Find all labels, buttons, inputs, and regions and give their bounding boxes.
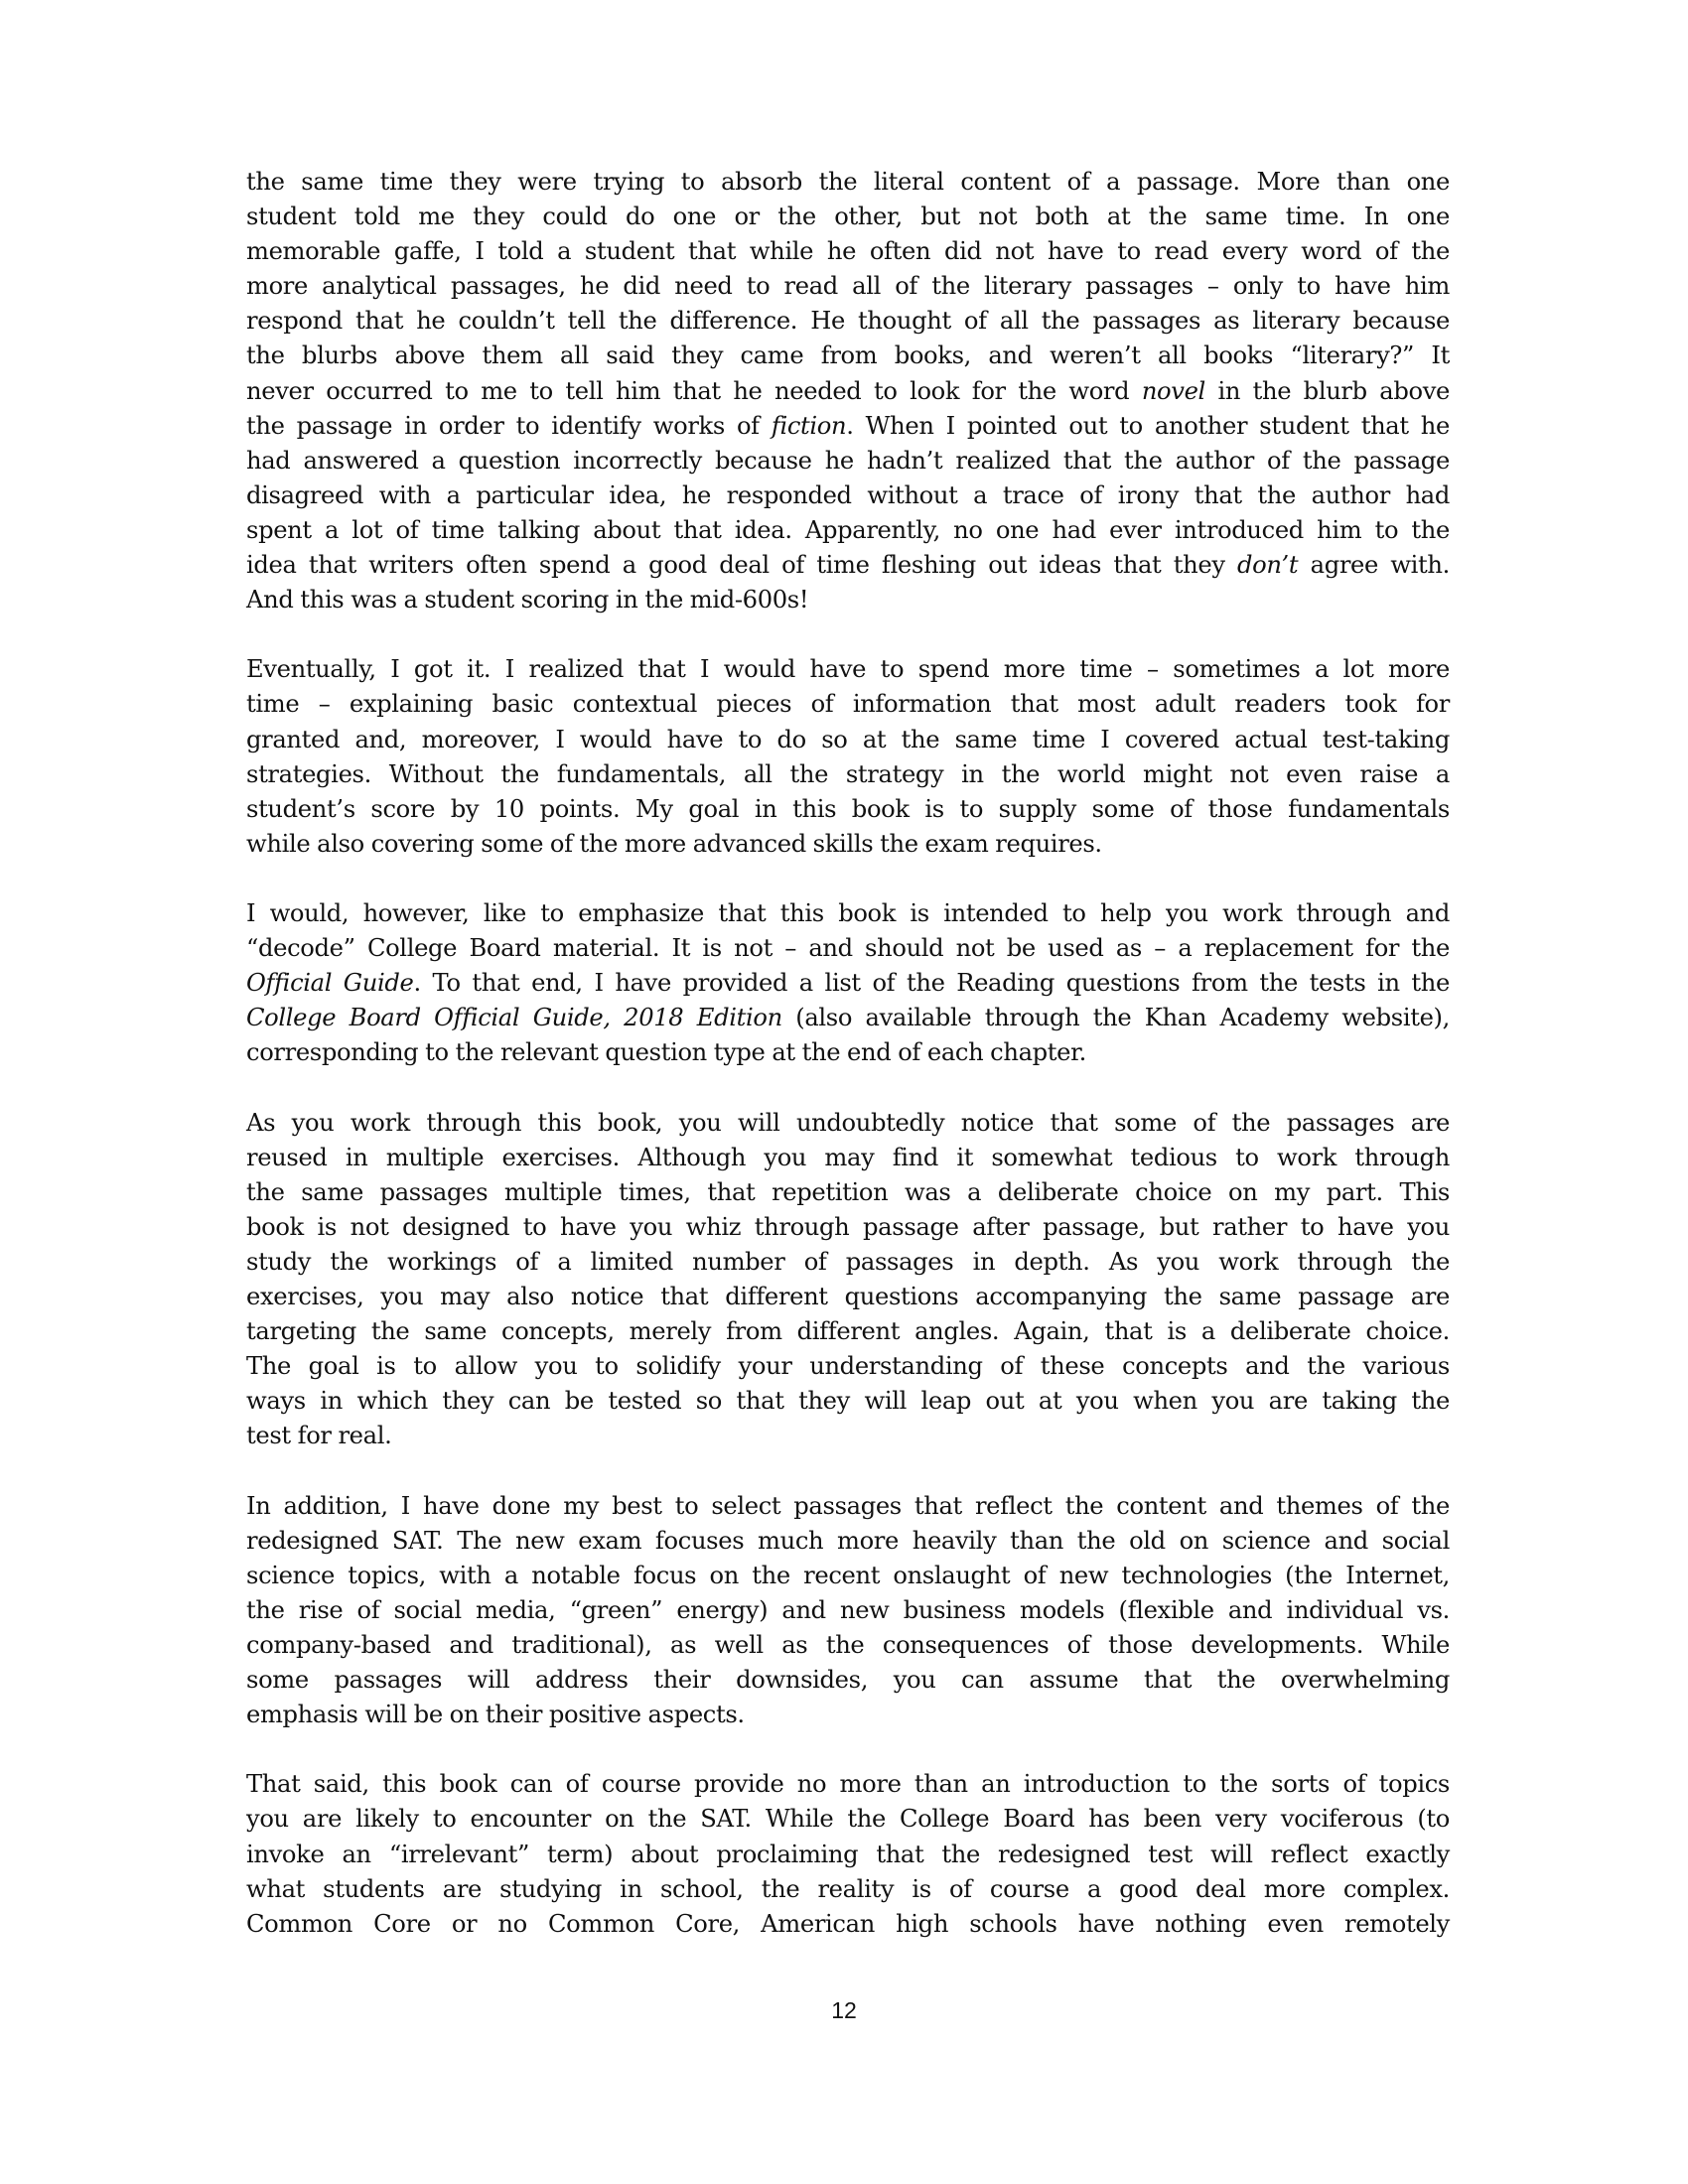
- text-run: . When I pointed out to another student that he: [846, 411, 1450, 440]
- text-line: [246, 583, 1450, 617]
- paragraph: [246, 652, 1450, 862]
- text-line: [246, 1141, 1450, 1175]
- paragraph: [246, 1767, 1450, 1941]
- text-line: [246, 896, 1450, 931]
- text-run: some passages will address their downsides, you can assume that the overwhelming: [246, 1666, 1450, 1695]
- text-line: [246, 1767, 1450, 1802]
- text-run: had answered a question incorrectly because he hadn’t realized that the author of the passage: [246, 446, 1450, 475]
- text-run: exercises, you may also notice that different questions accompanying the same passage are: [246, 1283, 1450, 1310]
- text-line: [246, 269, 1450, 304]
- text-line: [246, 1663, 1450, 1698]
- text-line: [246, 478, 1450, 513]
- text-line: [246, 1872, 1450, 1907]
- text-run: That said, this book can of course provide no more than an introduction to the sorts of topics: [246, 1770, 1450, 1799]
- paragraph: [246, 165, 1450, 617]
- text-run: Common Core or no Common Core, American high schools have nothing even remotely: [246, 1909, 1450, 1938]
- italic-text: don’t: [1236, 551, 1299, 580]
- text-run: spent a lot of time talking about that idea. Apparently, no one had ever introduced him to the: [246, 515, 1450, 544]
- text-run: In addition, I have done my best to select passages that reflect the content and themes of the: [246, 1491, 1450, 1520]
- text-line: [246, 723, 1450, 757]
- body-text: [246, 165, 1450, 1977]
- text-line: [246, 792, 1450, 827]
- text-run: “decode” College Board material. It is not – and should not be used as – a replacement for the: [246, 934, 1450, 963]
- text-line: [246, 1349, 1450, 1384]
- text-line: [246, 1175, 1450, 1210]
- text-run: memorable gaffe, I told a student that while he often did not have to read every word of the: [246, 237, 1450, 266]
- text-run: the passage in order to identify works of: [246, 411, 772, 440]
- text-run: invoke an “irrelevant” term) about proclaiming that the redesigned test will reflect exactly: [246, 1840, 1450, 1868]
- text-run: redesigned SAT. The new exam focuses much more heavily than the old on science and social: [246, 1526, 1450, 1555]
- text-run: strategies. Without the fundamentals, all the strategy in the world might not even raise a: [246, 759, 1450, 788]
- text-run: company-based and traditional), as well as the consequences of those developments. While: [246, 1630, 1450, 1659]
- text-run: the same time they were trying to absorb the literal content of a passage. More than one: [246, 168, 1450, 196]
- text-line: [246, 374, 1450, 409]
- text-line: [246, 409, 1450, 444]
- text-run: reused in multiple exercises. Although you may find it somewhat tedious to work through: [246, 1143, 1450, 1171]
- text-run: agree with.: [1298, 551, 1450, 580]
- text-line: [246, 1907, 1450, 1942]
- text-line: [246, 548, 1450, 583]
- text-run: . To that end, I have provided a list of the Reading questions from the tests in the: [413, 969, 1450, 998]
- page-number: 12: [831, 1997, 857, 2023]
- text-run: student’s score by 10 points. My goal in this book is to supply some of those fundamentals: [246, 794, 1450, 823]
- text-run: And this was a student scoring in the mid-600s!: [246, 586, 809, 614]
- text-run: emphasis will be on their positive aspects.: [246, 1701, 745, 1729]
- text-line: [246, 444, 1450, 478]
- text-run: science topics, with a notable focus on the recent onslaught of new technologies (the Internet,: [246, 1561, 1450, 1589]
- text-run: more analytical passages, he did need to read all of the literary passages – only to have him: [246, 272, 1450, 301]
- text-line: [246, 1559, 1450, 1593]
- text-line: [246, 1593, 1450, 1628]
- text-line: [246, 1245, 1450, 1280]
- text-line: [246, 165, 1450, 200]
- text-line: [246, 966, 1450, 1001]
- text-line: [246, 513, 1450, 548]
- text-line: [246, 1001, 1450, 1035]
- text-run: in the blurb above: [1204, 376, 1450, 405]
- text-run: time – explaining basic contextual pieces of information that most adult readers took for: [246, 690, 1450, 719]
- text-run: the rise of social media, “green” energy) and new business models (flexible and individual vs.: [246, 1595, 1450, 1624]
- text-run: respond that he couldn’t tell the difference. He thought of all the passages as literary because: [246, 307, 1450, 336]
- text-line: [246, 1489, 1450, 1524]
- text-line: [246, 339, 1450, 373]
- text-run: As you work through this book, you will undoubtedly notice that some of the passages are: [246, 1108, 1450, 1137]
- text-line: [246, 1035, 1450, 1070]
- italic-text: Official Guide: [246, 969, 414, 998]
- text-line: [246, 757, 1450, 792]
- text-line: [246, 1524, 1450, 1559]
- text-run: you are likely to encounter on the SAT. While the College Board has been very vociferous (to: [246, 1805, 1450, 1834]
- text-line: [246, 1419, 1450, 1453]
- text-run: study the workings of a limited number of passages in depth. As you work through the: [246, 1247, 1450, 1276]
- text-run: test for real.: [246, 1422, 392, 1450]
- text-run: never occurred to me to tell him that he needed to look for the word: [246, 376, 1142, 405]
- text-run: (also available through the Khan Academy website),: [781, 1004, 1450, 1032]
- text-run: idea that writers often spend a good deal of time fleshing out ideas that they: [246, 551, 1237, 580]
- text-line: [246, 1628, 1450, 1663]
- text-line: [246, 1802, 1450, 1837]
- text-run: the blurbs above them all said they came from books, and weren’t all books “literary?” It: [246, 341, 1450, 370]
- text-run: ways in which they can be tested so that they will leap out at you when you are taking the: [246, 1387, 1450, 1416]
- text-line: [246, 1314, 1450, 1349]
- text-run: the same passages multiple times, that repetition was a deliberate choice on my part. This: [246, 1177, 1450, 1206]
- text-line: [246, 1280, 1450, 1314]
- text-run: Eventually, I got it. I realized that I would have to spend more time – sometimes a lot more: [246, 655, 1450, 684]
- text-line: [246, 304, 1450, 339]
- text-line: [246, 1838, 1450, 1872]
- text-line: [246, 1384, 1450, 1419]
- text-line: [246, 200, 1450, 234]
- italic-text: novel: [1141, 376, 1205, 405]
- paragraph: [246, 1106, 1450, 1454]
- text-run: book is not designed to have you whiz through passage after passage, but rather to have you: [246, 1212, 1450, 1241]
- italic-text: fiction: [771, 411, 847, 440]
- text-run: what students are studying in school, the reality is of course a good deal more complex.: [246, 1874, 1450, 1903]
- text-line: [246, 234, 1450, 269]
- text-run: disagreed with a particular idea, he responded without a trace of irony that the author had: [246, 480, 1450, 509]
- italic-text: College Board Official Guide, 2018 Edition: [246, 1004, 782, 1032]
- text-run: I would, however, like to emphasize that this book is intended to help you work through and: [246, 898, 1450, 927]
- text-line: [246, 652, 1450, 687]
- paragraph: [246, 1489, 1450, 1733]
- text-run: corresponding to the relevant question type at the end of each chapter.: [246, 1038, 1087, 1067]
- paragraph: [246, 896, 1450, 1070]
- text-line: [246, 1106, 1450, 1141]
- text-line: [246, 931, 1450, 966]
- text-line: [246, 1210, 1450, 1245]
- text-run: The goal is to allow you to solidify your understanding of these concepts and the various: [246, 1352, 1450, 1381]
- text-run: while also covering some of the more advanced skills the exam requires.: [246, 829, 1102, 858]
- text-run: student told me they could do one or the other, but not both at the same time. In one: [246, 203, 1450, 231]
- text-line: [246, 827, 1450, 862]
- text-run: targeting the same concepts, merely from different angles. Again, that is a deliberate choice.: [246, 1317, 1450, 1346]
- text-line: [246, 687, 1450, 722]
- text-line: [246, 1698, 1450, 1732]
- text-run: granted and, moreover, I would have to do so at the same time I covered actual test-taking: [246, 725, 1450, 753]
